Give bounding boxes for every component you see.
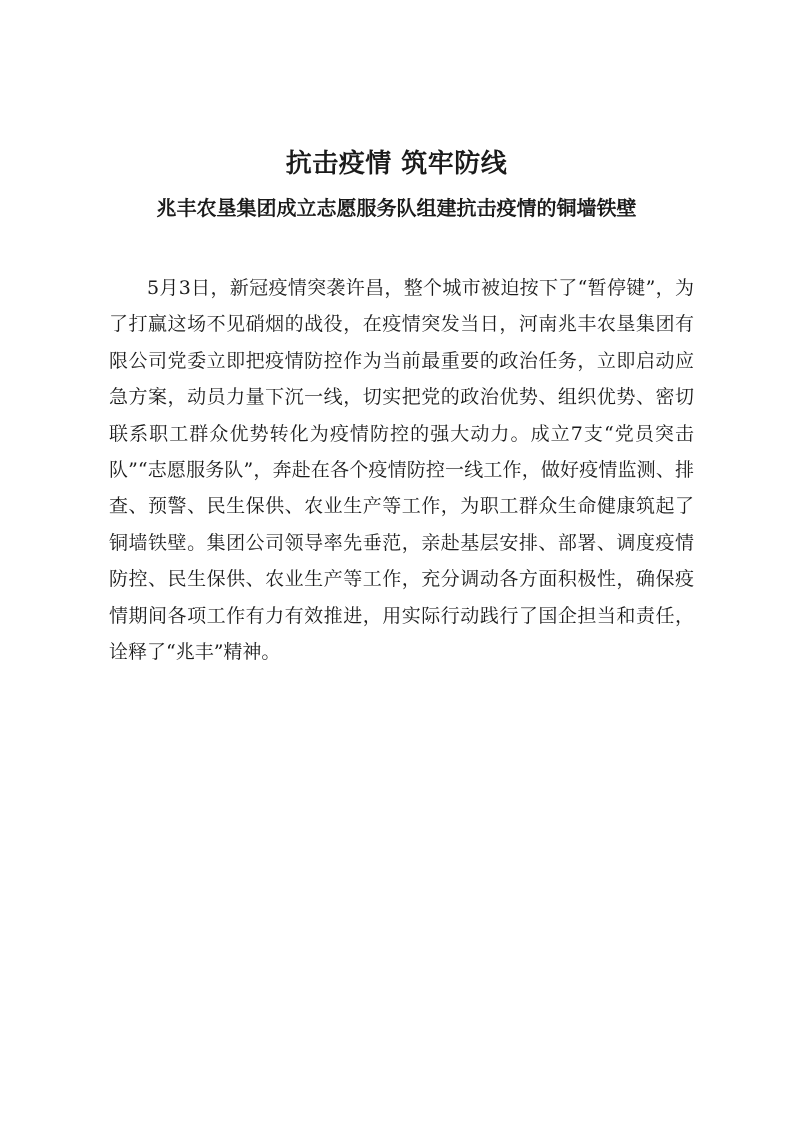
body-paragraph: 5月3日，新冠疫情突袭许昌，整个城市被迫按下了“暂停键”，为了打赢这场不见硝烟的战役，在疫情突发当日，河南兆丰农垦集团有限公司党委立即把疫情防控作为当前最重要的政治任务，立即启动应急方案，动员力量下沉一线，切实把党的政治优势、组织优势、密切联系职工群众优势转化为疫情防控的强大动力。成立7支“党员突击队”“志愿服务队”，奔赴在各个疫情防控一线工作，做好疫情监测、排查、预警、民生保供、农业生产等工作，为职工群众生命健康筑起了铜墙铁壁。集团公司领导率先垂范，亲赴基层安排、部署、调度疫情防控、民生保供、农业生产等工作，充分调动各方面积极性，确保疫情期间各项工作有力有效推进，用实际行动践行了国企担当和责任，诠释了“兆丰”精神。: [109, 277, 694, 664]
page-title: 抗击疫情 筑牢防线: [285, 149, 508, 179]
page-subtitle: 兆丰农垦集团成立志愿服务队组建抗击疫情的铜墙铁壁: [156, 196, 637, 220]
